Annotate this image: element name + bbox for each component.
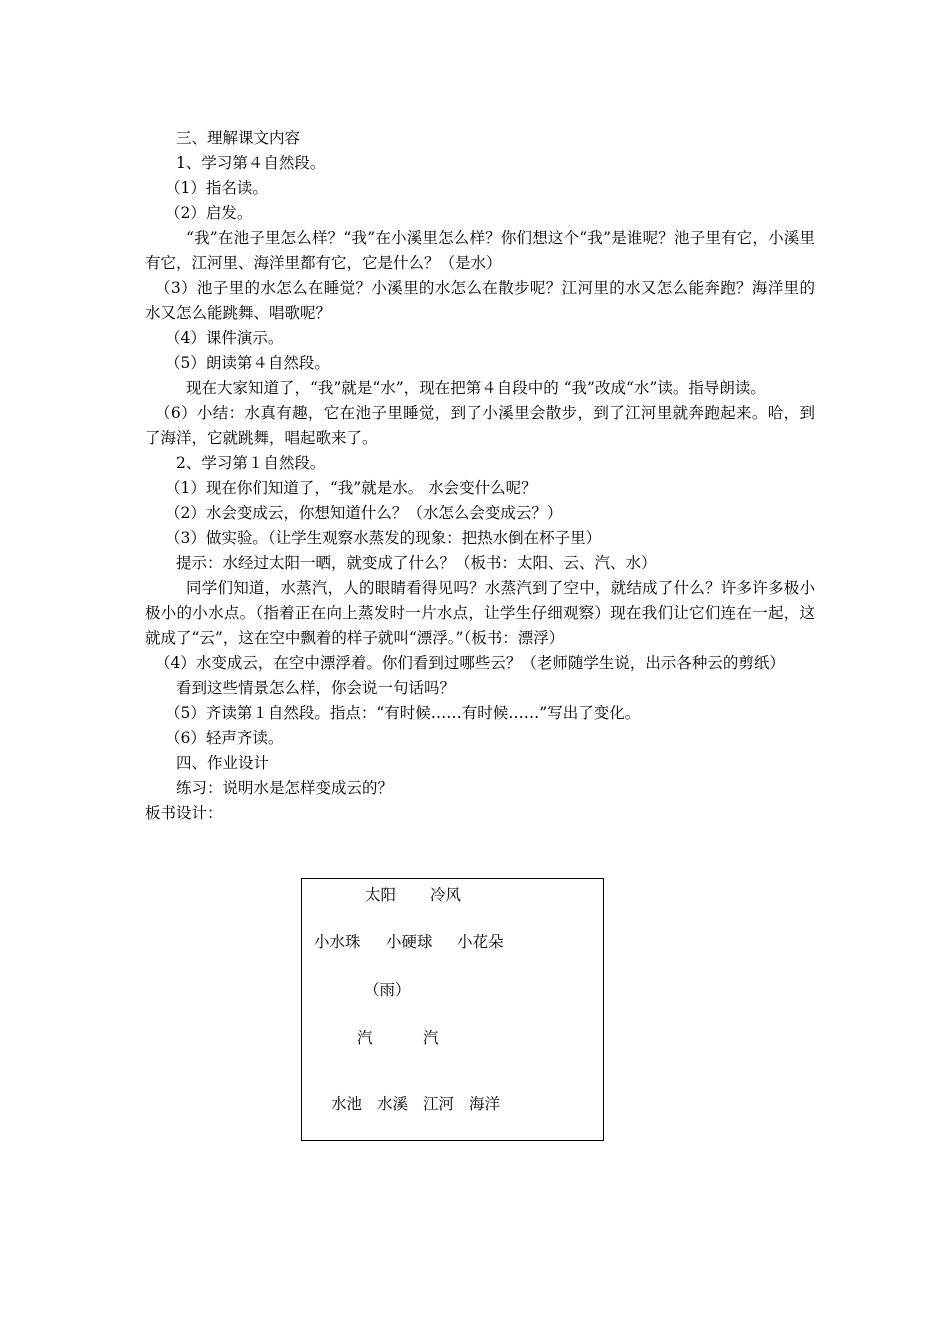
step-soft-read: （6）轻声齐读。 <box>165 729 284 747</box>
step-read-aloud: （1）指名读。 <box>165 179 268 197</box>
exercise-line: 练习：说明水是怎样变成云的？ <box>176 779 394 797</box>
document-body <box>145 126 815 826</box>
subsection-heading-para1: 2、学习第１自然段。 <box>176 454 326 472</box>
board-hard-ball: 小硬球 <box>386 933 433 951</box>
blackboard-design-box <box>301 878 604 1141</box>
board-river: 江河 <box>423 1095 455 1113</box>
board-small-flower: 小花朵 <box>457 933 504 951</box>
step-water-changes: （1）现在你们知道了，“我”就是水。 水会变什么呢？ <box>165 479 537 497</box>
board-stream: 水溪 <box>377 1095 409 1113</box>
board-pond: 水池 <box>331 1095 363 1113</box>
board-vapor-right: 汽 <box>423 1029 439 1047</box>
step-read-para1: （5）齐读第１自然段。指点：“有时候……有时候……”写出了变化。 <box>165 704 641 722</box>
step-inspire: （2）启发。 <box>165 204 253 222</box>
board-cold-wind: 冷风 <box>430 886 462 904</box>
hint-line: 提示：水经过太阳一晒，就变成了什么？（板书：太阳、云、汽、水） <box>176 554 657 572</box>
step-experiment: （3）做实验。（让学生观察水蒸发的现象：把热水倒在杯子里） <box>165 529 602 547</box>
board-sun: 太阳 <box>365 886 397 904</box>
board-rain: （雨） <box>364 981 411 999</box>
board-ocean: 海洋 <box>469 1095 501 1113</box>
paragraph-water-questions: （3）池子里的水怎么在睡觉？小溪里的水怎么在散步呢？江河里的水又怎么能奔跑？海洋里的水又怎么能跳舞、唱歌呢？ <box>145 279 815 322</box>
board-vapor-left: 汽 <box>357 1029 373 1047</box>
question-say-sentence: 看到这些情景怎么样，你会说一句话吗？ <box>176 679 456 697</box>
section-heading-4: 四、作业设计 <box>176 754 270 772</box>
subsection-heading-para4: 1、学习第４自然段。 <box>176 154 326 172</box>
paragraph-water-vapor: 同学们知道，水蒸汽，人的眼睛看得见吗？水蒸汽到了空中，就结成了什么？许多许多极小极小的小水点。（指着正在向上蒸发时一片水点，让学生仔细观察）现在我们让它们连在一起，这就成了“云”，这在空中飘着的样子就叫“漂浮。”（板书：漂浮） <box>145 579 815 647</box>
section-heading-3: 三、理解课文内容 <box>176 129 301 147</box>
step-read-para4: （5）朗读第４自然段。 <box>165 354 330 372</box>
paragraph-me-is-water: 现在大家知道了，“我”就是“水”，现在把第４自段中的 “我”改成“水”读。指导朗读。 <box>186 379 766 397</box>
board-design-label: 板书设计： <box>145 804 223 822</box>
board-water-droplet: 小水珠 <box>314 933 361 951</box>
step-courseware-demo: （4）课件演示。 <box>165 329 284 347</box>
step-water-to-cloud: （2）水会变成云，你想知道什么？（水怎么会变成云？） <box>165 504 563 522</box>
paragraph-cloud-cutouts: （4）水变成云，在空中漂浮着。你们看到过哪些云？（老师随学生说，出示各种云的剪纸） <box>155 654 785 672</box>
paragraph-summary: （6）小结：水真有趣，它在池子里睡觉，到了小溪里会散步，到了江河里就奔跑起来。哈，到了海洋，它就跳舞，唱起歌来了。 <box>145 404 815 447</box>
paragraph-what-is-me: “我”在池子里怎么样？“我”在小溪里怎么样？你们想这个“我”是谁呢？池子里有它，小溪里有它，江河里、海洋里都有它，它是什么？（是水） <box>145 229 815 272</box>
